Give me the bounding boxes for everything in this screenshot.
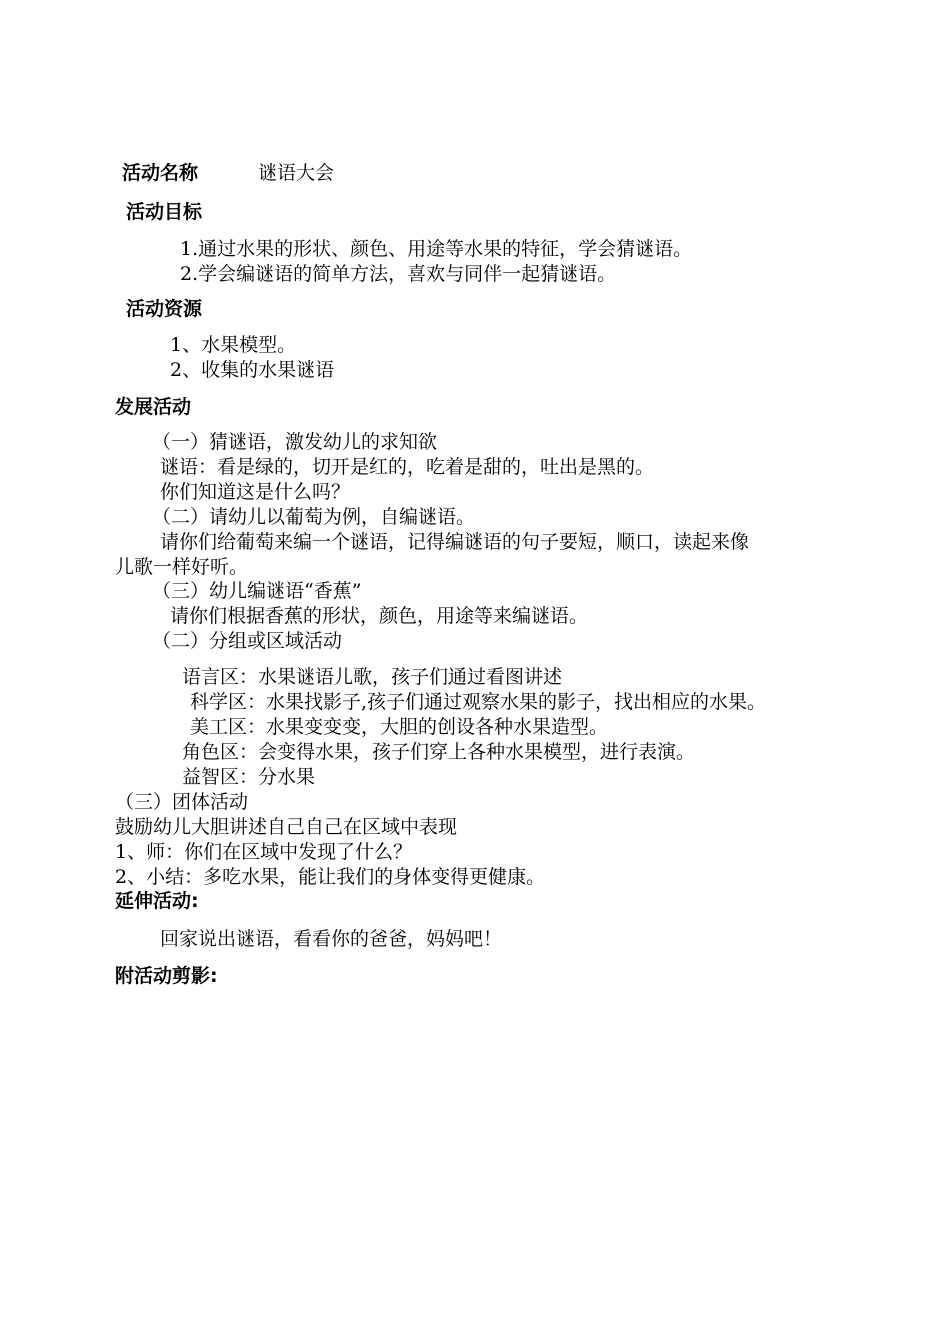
area-puzzle: 益智区：分水果 (182, 766, 316, 788)
resource-item-1: 1、水果模型。 (170, 334, 297, 356)
development-line: （二）分组或区域活动 (152, 630, 343, 652)
area-science: 科学区：水果找影子,孩子们通过观察水果的影子，找出相应的水果。 (190, 691, 767, 713)
development-line: 请你们根据香蕉的形状，颜色，用途等来编谜语。 (170, 605, 589, 627)
area-role: 角色区：会变得水果，孩子们穿上各种水果模型，进行表演。 (182, 741, 696, 763)
activity-name-label: 活动名称 (122, 162, 199, 184)
photos-heading: 附活动剪影: (115, 965, 218, 987)
goals-heading: 活动目标 (126, 201, 203, 223)
development-line: （一）猜谜语，激发幼儿的求知欲 (152, 431, 438, 453)
development-line: （三）幼儿编谜语“香蕉” (152, 580, 362, 602)
development-line: 你们知道这是什么吗？ (160, 481, 351, 503)
development-line: （二）请幼儿以葡萄为例，自编谜语。 (152, 506, 476, 528)
resource-item-2: 2、收集的水果谜语 (170, 359, 335, 381)
goal-item-1: 1.通过水果的形状、颜色、用途等水果的特征，学会猜谜语。 (180, 238, 693, 260)
development-line: 儿歌一样好听。 (115, 556, 249, 578)
development-heading: 发展活动 (115, 396, 192, 418)
activity-name-value: 谜语大会 (258, 162, 335, 184)
group-line: 2、小结：多吃水果，能让我们的身体变得更健康。 (115, 866, 546, 888)
area-art: 美工区：水果变变变，大胆的创设各种水果造型。 (190, 716, 609, 738)
development-line: 谜语：看是绿的，切开是红的，吃着是甜的，吐出是黑的。 (160, 456, 655, 478)
group-line: 鼓励幼儿大胆讲述自己自己在区域中表现 (115, 816, 458, 838)
group-line: （三）团体活动 (115, 791, 249, 813)
development-line: 请你们给葡萄来编一个谜语，记得编谜语的句子要短，顺口，读起来像 (160, 531, 750, 553)
goal-item-2: 2.学会编谜语的简单方法，喜欢与同伴一起猜谜语。 (180, 263, 617, 285)
resources-heading: 活动资源 (126, 298, 203, 320)
extension-text: 回家说出谜语，看看你的爸爸，妈妈吧！ (160, 928, 503, 950)
group-line: 1、师：你们在区域中发现了什么？ (115, 841, 413, 863)
area-language: 语言区：水果谜语儿歌，孩子们通过看图讲述 (182, 666, 563, 688)
extension-heading: 延伸活动: (115, 890, 199, 912)
